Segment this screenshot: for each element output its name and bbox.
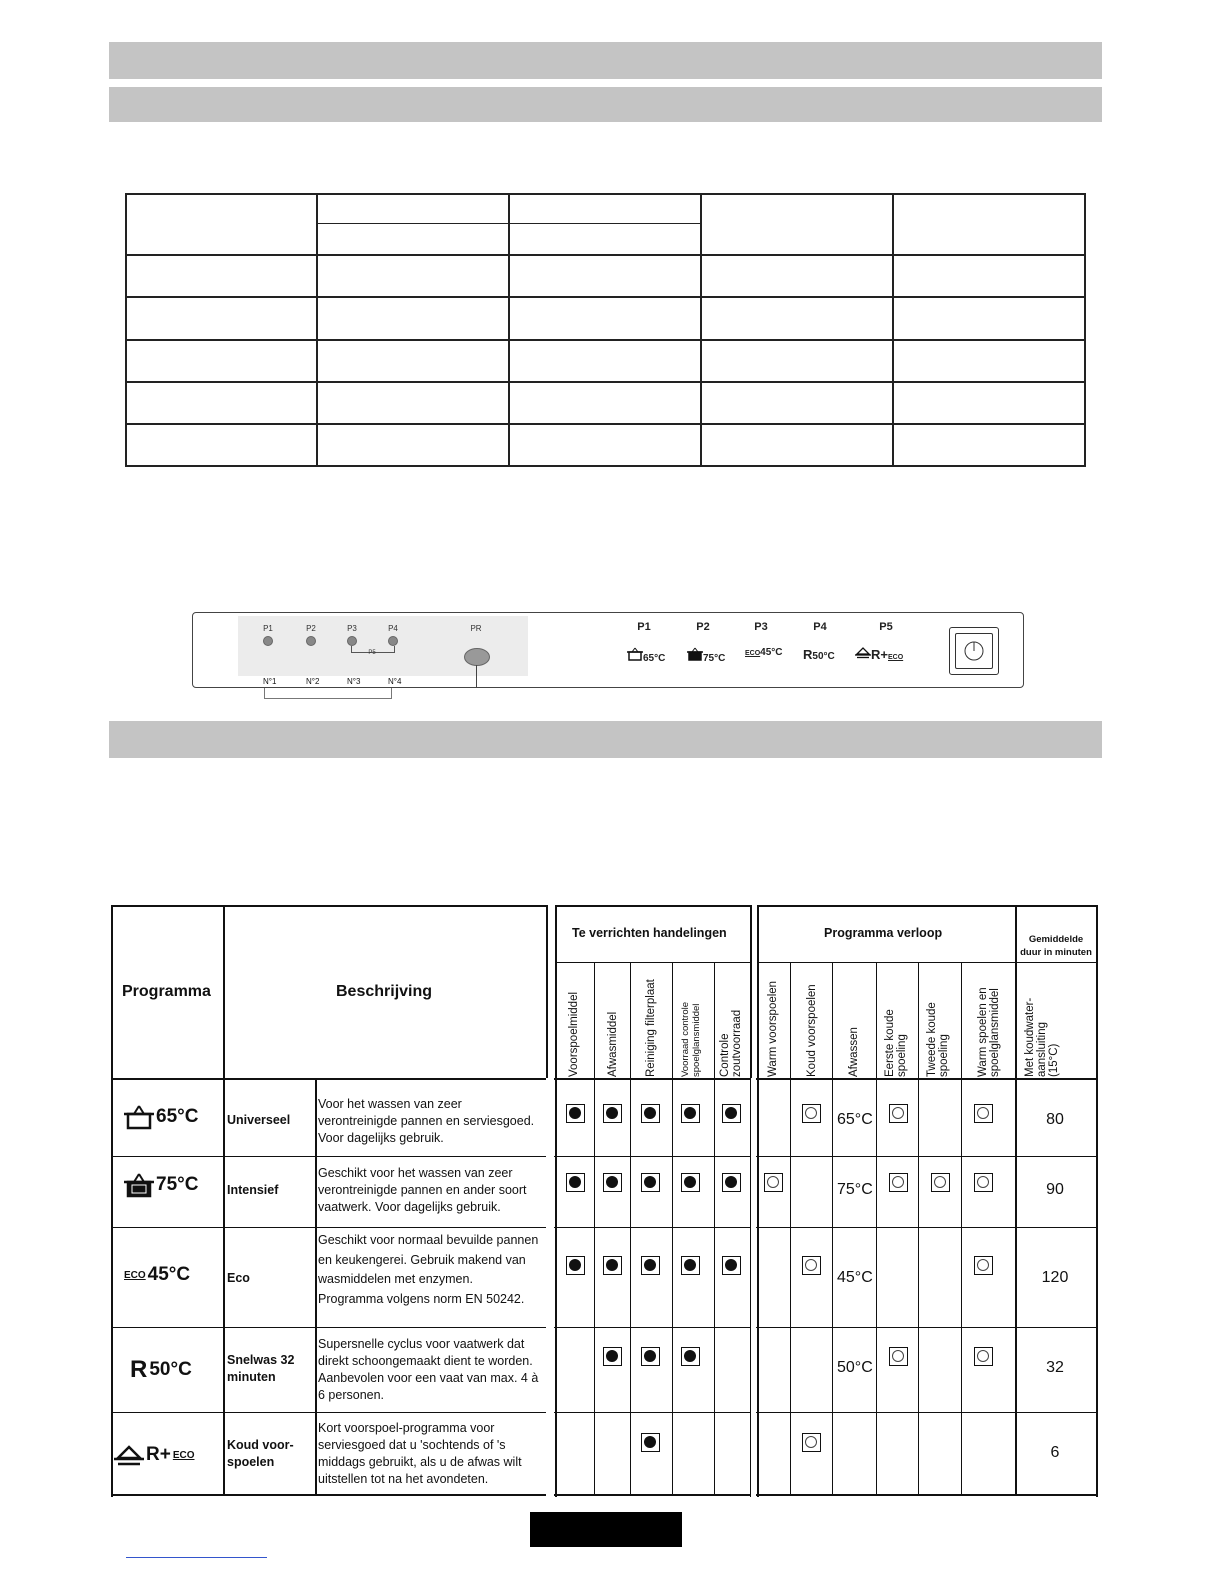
- program-code-p4: P4: [813, 621, 827, 633]
- row-2-desc: Geschikt voor het wassen van zeer verontreinigde pannen en ander soort vaatwerk. Voor dagelijks gebruik.: [318, 1166, 527, 1214]
- row-5-temp: R+: [146, 1444, 171, 1465]
- row-4-program: [130, 1356, 192, 1384]
- mark-dot: [606, 1176, 618, 1188]
- program-code-p1: P1: [637, 621, 651, 633]
- led-label-p4: P4: [388, 624, 398, 633]
- header-programma: Programma: [122, 983, 211, 1000]
- vheader-koudwater: Met koudwater- aansluiting (15°C): [1024, 997, 1060, 1077]
- filled-mark-icon: [603, 1347, 622, 1366]
- vheader-afwasmiddel: Afwasmiddel: [607, 1011, 619, 1077]
- row-3-program: [124, 1264, 190, 1286]
- mark-dot: [977, 1259, 989, 1271]
- vheader-eerste-spoeling: Eerste koude spoeling: [884, 1009, 908, 1077]
- row-3-desc: Geschikt voor normaal bevuilde pannen en keukengerei. Gebruik makend van wasmiddelen met enzymen. Programma volgens norm EN 50242.: [318, 1233, 539, 1306]
- row-1-duration: 80: [1046, 1111, 1064, 1128]
- program-temp-p4: 50°C: [812, 651, 835, 662]
- mark-dot: [684, 1259, 696, 1271]
- empty-mark-icon: [802, 1104, 821, 1123]
- rapid-icon: R: [803, 647, 813, 662]
- mark-dot: [684, 1176, 696, 1188]
- vheader-tweede-spoeling: Tweede koude spoeling: [926, 1002, 950, 1077]
- mark-dot: [892, 1176, 904, 1188]
- header-verloop: Programma verloop: [824, 926, 943, 940]
- empty-mark-icon: [931, 1173, 950, 1192]
- pr-label: PR: [470, 624, 482, 633]
- row-1-temp: 65°C: [156, 1106, 199, 1127]
- row-4-duration: 32: [1046, 1359, 1064, 1376]
- mark-dot: [805, 1436, 817, 1448]
- panel-number-1: N°1: [263, 677, 277, 686]
- mark-dot: [684, 1350, 696, 1362]
- filled-mark-icon: [681, 1104, 700, 1123]
- pot-icon: [124, 1104, 154, 1130]
- row-5-name: Koud voor-spoelen: [227, 1438, 294, 1469]
- header-handelingen: Te verrichten handelingen: [572, 926, 727, 940]
- led-label-p3: P3: [347, 624, 357, 633]
- row-5-program: [114, 1442, 195, 1468]
- row-2-duration: 90: [1046, 1181, 1064, 1198]
- filled-mark-icon: [603, 1173, 622, 1192]
- row-2-temp: 75°C: [156, 1174, 199, 1195]
- row-3-temp: 45°C: [147, 1264, 191, 1285]
- eco-icon: ECO: [745, 650, 761, 657]
- panel-number-4: N°4: [388, 677, 402, 686]
- filled-mark-icon: [566, 1173, 585, 1192]
- rapid-icon: R: [130, 1356, 148, 1383]
- row-4-desc: Supersnelle cyclus voor vaatwerk dat direkt schoongemaakt dient te worden. Aanbevolen voor een vaat van max. 4 à 6 personen.: [318, 1337, 539, 1402]
- program-code-p3: P3: [754, 621, 768, 633]
- row-1-program: [124, 1104, 198, 1130]
- row-2-name: Intensief: [227, 1183, 279, 1197]
- empty-mark-icon: [974, 1347, 993, 1366]
- filled-mark-icon: [681, 1347, 700, 1366]
- row-4-afwassen: 50°C: [837, 1359, 873, 1376]
- empty-mark-icon: [974, 1104, 993, 1123]
- row-1-name: Universeel: [227, 1113, 291, 1127]
- mark-dot: [892, 1350, 904, 1362]
- mark-dot: [934, 1176, 946, 1188]
- vheader-zout: Controle zoutvoorraad: [719, 1009, 743, 1077]
- eco-icon: ECO: [887, 654, 904, 661]
- filled-mark-icon: [641, 1433, 660, 1452]
- intensive-pot-icon: [124, 1172, 154, 1198]
- vheader-koud-voorspoelen: Koud voorspoelen: [806, 984, 818, 1077]
- row-5-duration: 6: [1050, 1444, 1060, 1461]
- eco-icon: ECO: [172, 1449, 195, 1461]
- mark-dot: [725, 1259, 737, 1271]
- program-temp-p2: 75°C: [703, 653, 726, 664]
- panel-number-3: N°3: [347, 677, 361, 686]
- filled-mark-icon: [641, 1173, 660, 1192]
- vheader-afwassen: Afwassen: [848, 1027, 860, 1077]
- header-beschrijving: Beschrijving: [336, 983, 433, 1000]
- mark-dot: [977, 1350, 989, 1362]
- led-label-p1: P1: [263, 624, 273, 633]
- mark-dot: [644, 1107, 656, 1119]
- page-footer-block: [530, 1512, 682, 1547]
- row-4-temp: 50°C: [149, 1359, 192, 1380]
- mark-dot: [725, 1176, 737, 1188]
- filled-mark-icon: [722, 1104, 741, 1123]
- p5-label: P5: [368, 650, 376, 656]
- mark-dot: [805, 1259, 817, 1271]
- mark-dot: [606, 1259, 618, 1271]
- filled-mark-icon: [722, 1173, 741, 1192]
- filled-mark-icon: [566, 1256, 585, 1275]
- mark-dot: [569, 1176, 581, 1188]
- filled-mark-icon: [681, 1173, 700, 1192]
- filled-mark-icon: [603, 1104, 622, 1123]
- empty-mark-icon: [764, 1173, 783, 1192]
- filled-mark-icon: [722, 1256, 741, 1275]
- mark-dot: [767, 1176, 779, 1188]
- footer-line: [126, 1557, 267, 1558]
- header-duur: Gemiddelde duur in minuten: [1020, 934, 1092, 958]
- mark-dot: [977, 1107, 989, 1119]
- program-code-p5: P5: [879, 621, 893, 633]
- row-3-duration: 120: [1041, 1269, 1069, 1286]
- row-4-name: Snelwas 32 minuten: [227, 1353, 295, 1384]
- mark-dot: [644, 1350, 656, 1362]
- empty-mark-icon: [889, 1173, 908, 1192]
- mark-dot: [606, 1350, 618, 1362]
- row-1-desc: Voor het wassen van zeer verontreinigde pannen en serviesgoed. Voor dagelijks gebruik.: [318, 1097, 535, 1145]
- empty-mark-icon: [974, 1173, 993, 1192]
- mark-dot: [977, 1176, 989, 1188]
- filled-mark-icon: [641, 1256, 660, 1275]
- mark-dot: [569, 1107, 581, 1119]
- mark-dot: [644, 1259, 656, 1271]
- row-2-afwassen: 75°C: [837, 1181, 873, 1198]
- program-code-p2: P2: [696, 621, 710, 633]
- row-1-afwassen: 65°C: [837, 1111, 873, 1128]
- mark-dot: [684, 1107, 696, 1119]
- mark-dot: [644, 1176, 656, 1188]
- eco-icon: ECO: [124, 1269, 146, 1281]
- filled-mark-icon: [641, 1347, 660, 1366]
- filled-mark-icon: [603, 1256, 622, 1275]
- empty-mark-icon: [889, 1104, 908, 1123]
- panel-number-2: N°2: [306, 677, 320, 686]
- filled-mark-icon: [566, 1104, 585, 1123]
- led-label-p2: P2: [306, 624, 316, 633]
- filled-mark-icon: [681, 1256, 700, 1275]
- program-temp-p1: 65°C: [643, 653, 666, 664]
- mark-dot: [725, 1107, 737, 1119]
- mark-dot: [805, 1107, 817, 1119]
- program-temp-p3: 45°C: [760, 647, 783, 658]
- vheader-spoelglans: Voorraad controle spoelglansmiddel: [680, 1002, 702, 1077]
- empty-mark-icon: [802, 1256, 821, 1275]
- row-2-program: [124, 1172, 198, 1198]
- vheader-voorspoelmiddel: Voorspoelmiddel: [568, 991, 580, 1077]
- mark-dot: [644, 1436, 656, 1448]
- row-5-desc: Kort voorspoel-programma voor serviesgoed dat u 'sochtends of 's middags gebruikt, als u de afwas wilt uitstellen tot na het avondeten.: [318, 1421, 522, 1486]
- vheader-warm-spoelen: Warm spoelen en spoelglansmiddel: [977, 987, 1001, 1077]
- filled-mark-icon: [641, 1104, 660, 1123]
- empty-mark-icon: [974, 1256, 993, 1275]
- mark-dot: [569, 1259, 581, 1271]
- vheader-filterplaat: Reiniging filterplaat: [645, 979, 657, 1077]
- mark-dot: [892, 1107, 904, 1119]
- vheader-warm-voorspoelen: Warm voorspoelen: [767, 980, 779, 1077]
- empty-mark-icon: [889, 1347, 908, 1366]
- program-temp-p5: R+: [871, 647, 888, 662]
- empty-mark-icon: [802, 1433, 821, 1452]
- mark-dot: [606, 1107, 618, 1119]
- rinse-icon: [114, 1442, 144, 1468]
- row-3-name: Eco: [227, 1271, 250, 1285]
- row-3-afwassen: 45°C: [837, 1269, 873, 1286]
